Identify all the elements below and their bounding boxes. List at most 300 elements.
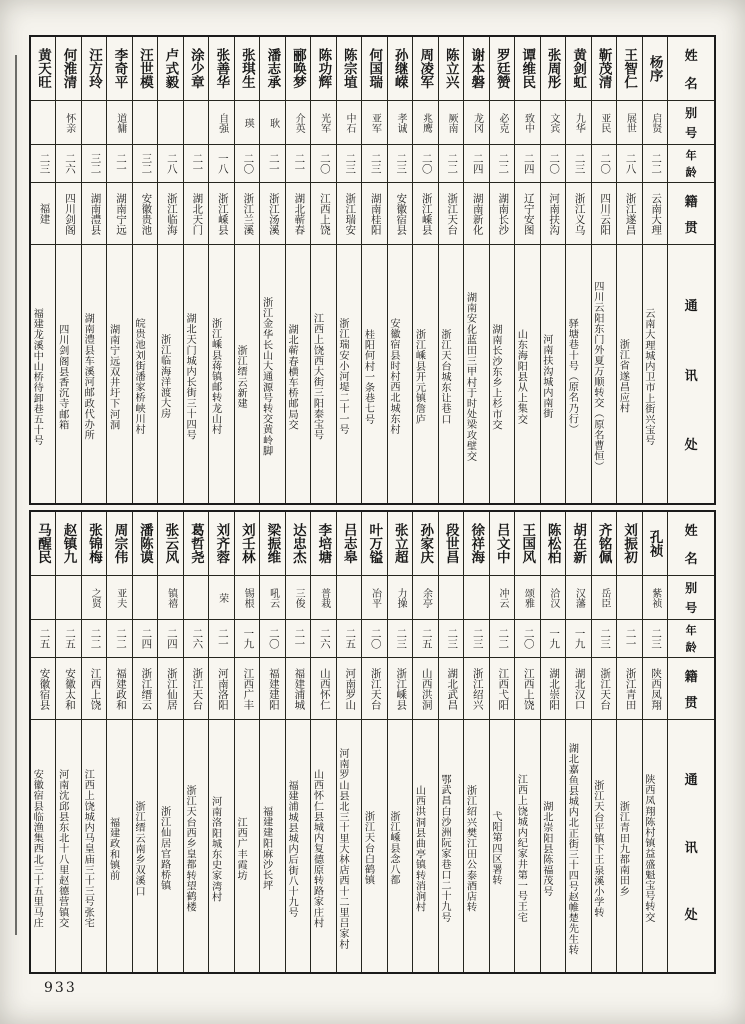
entry-address-cell: 江西广丰霞坊 [235, 816, 247, 881]
entry-alias-cell: 致中 [515, 101, 539, 145]
entry-address-cell: 山西怀仁县城内复德原转路家庄村 [311, 769, 323, 928]
entry-origin-cell: 湖南长沙 [490, 183, 514, 245]
entry-age-cell: 二〇 [362, 620, 386, 658]
entry-alias-cell: 汉藩 [566, 576, 590, 620]
entry-address-cell: 浙江瑞安小河堤二十一号 [337, 318, 349, 435]
entry-age-cell: 二二 [439, 145, 463, 183]
entry-name-cell: 李培塘 [311, 512, 335, 576]
entry-age-cell: 二三 [31, 145, 55, 183]
entry-age-cell: 二三 [464, 620, 488, 658]
entry-age-cell: 二一 [617, 620, 641, 658]
entry-age-cell: 二四 [464, 145, 488, 183]
directory-entry-column [337, 37, 362, 503]
entry-address-cell: 福建龙溪中山桥待卸巷五十号 [31, 307, 43, 446]
entry-alias-cell: 厥南 [439, 101, 463, 145]
entry-name-cell: 何国瑞 [362, 37, 386, 101]
directory-entry-column [388, 37, 413, 503]
scan-edge-artifact [15, 55, 17, 935]
entry-origin-cell: 山西洪洞 [413, 658, 437, 720]
entry-address-cell: 浙江嵊县开元镇詹庐 [413, 328, 425, 425]
entry-age-cell: 二〇 [311, 145, 335, 183]
entry-address-cell: 皖贵池刘街潘家桥峡川村 [133, 318, 145, 435]
entry-origin-cell: 浙江天台 [439, 183, 463, 245]
entry-address-cell: 浙江绍兴樊江田公泰酒店转 [464, 784, 476, 913]
directory-entry-column [107, 512, 132, 972]
entry-address-cell: 浙江天台西乡皇都转望鹤楼 [184, 784, 196, 913]
entry-age-cell: 二一 [184, 145, 208, 183]
entry-age-cell: 二〇 [541, 145, 565, 183]
entry-age-cell: 二八 [617, 145, 641, 183]
entry-alias-cell: 镇禧 [158, 576, 182, 620]
entry-address-cell: 山西洪洞县曲亭镇转消涧村 [413, 784, 425, 913]
entry-age-cell: 二二 [643, 145, 667, 183]
directory-entry-column [209, 37, 234, 503]
entry-origin-cell: 河南洛阳 [209, 658, 233, 720]
entry-age-cell: 二五 [337, 620, 361, 658]
entry-age-cell: 二三 [566, 145, 590, 183]
row-header-age: 年 龄 [668, 620, 714, 658]
entry-alias-cell: 耿 [260, 101, 284, 145]
entry-alias-cell: 光军 [311, 101, 335, 145]
directory-entry-column [31, 37, 56, 503]
directory-entry-column [56, 512, 81, 972]
entry-name-cell: 梁振维 [260, 512, 284, 576]
directory-entry-column [439, 37, 464, 503]
entry-address-cell: 浙江缙云新建 [235, 344, 247, 409]
entry-alias-cell: 怀亲 [56, 101, 80, 145]
directory-entry-column [235, 512, 260, 972]
row-header-alias: 别 号 [668, 576, 714, 620]
entry-address-cell: 浙江省遂昌应村 [617, 339, 629, 414]
row-header-column [668, 512, 714, 972]
entry-alias-cell: 亚军 [362, 101, 386, 145]
entry-alias-cell: 中石 [337, 101, 361, 145]
entry-age-cell: 二三 [643, 620, 667, 658]
directory-entry-column [388, 512, 413, 972]
upper-directory-table [29, 35, 716, 505]
entry-alias-cell: 力操 [388, 576, 412, 620]
entry-alias-cell: 兆鹰 [413, 101, 437, 145]
entry-name-cell: 吕文中 [490, 512, 514, 576]
entry-age-cell: 二六 [184, 620, 208, 658]
entry-origin-cell: 浙江瑞安 [337, 183, 361, 245]
entry-age-cell: 二四 [133, 620, 157, 658]
entry-name-cell: 陈松柏 [541, 512, 565, 576]
entry-alias-cell [337, 576, 361, 620]
entry-name-cell: 齐铭佩 [592, 512, 616, 576]
entry-origin-cell: 福建政和 [107, 658, 131, 720]
directory-entry-column [592, 512, 617, 972]
directory-entry-column [515, 512, 540, 972]
entry-alias-cell: 自强 [209, 101, 233, 145]
entry-origin-cell: 四川云阳 [592, 183, 616, 245]
entry-age-cell: 二六 [56, 145, 80, 183]
entry-alias-cell [617, 576, 641, 620]
entry-age-cell: 二三 [388, 145, 412, 183]
row-header-name: 姓 名 [668, 512, 714, 576]
entry-name-cell: 张琪生 [235, 37, 259, 101]
directory-entry-column [209, 512, 234, 972]
entry-origin-cell: 江西上饶 [82, 658, 106, 720]
entry-age-cell: 二三 [439, 620, 463, 658]
entry-name-cell: 张善华 [209, 37, 233, 101]
entry-alias-cell: 孝诚 [388, 101, 412, 145]
entry-alias-cell [133, 101, 157, 145]
entry-origin-cell: 浙江兰溪 [235, 183, 259, 245]
entry-origin-cell: 浙江天台 [184, 658, 208, 720]
entry-name-cell: 郦唤梦 [286, 37, 310, 101]
entry-age-cell: 二六 [311, 620, 335, 658]
entry-name-cell: 刘壬林 [235, 512, 259, 576]
entry-name-cell: 罗廷赞 [490, 37, 514, 101]
entry-name-cell: 王国风 [515, 512, 539, 576]
directory-entry-column [566, 512, 591, 972]
entry-alias-cell: 之贤 [82, 576, 106, 620]
entry-origin-cell: 湖南新化 [464, 183, 488, 245]
entry-alias-cell: 必克 [490, 101, 514, 145]
row-header-address: 通 讯 处 [684, 298, 698, 452]
entry-origin-cell: 湖南桂阳 [362, 183, 386, 245]
entry-name-cell: 涂少章 [184, 37, 208, 101]
entry-origin-cell: 云南大理 [643, 183, 667, 245]
entry-name-cell: 张锦梅 [82, 512, 106, 576]
directory-entry-column [286, 512, 311, 972]
entry-age-cell: 二三 [388, 620, 412, 658]
entry-alias-cell: 文宾 [541, 101, 565, 145]
entry-name-cell: 张立超 [388, 512, 412, 576]
entry-origin-cell: 湖北天门 [184, 183, 208, 245]
entry-address-cell: 湖南长沙东乡上杉市交 [489, 323, 501, 430]
entry-origin-cell: 四川剑阁 [56, 183, 80, 245]
entry-name-cell: 周凌军 [413, 37, 437, 101]
entry-origin-cell: 浙江仙居 [158, 658, 182, 720]
entry-alias-cell: 吼云 [260, 576, 284, 620]
entry-alias-cell: 冲云 [490, 576, 514, 620]
directory-entry-column [617, 512, 642, 972]
directory-entry-column [311, 37, 336, 503]
directory-entry-column [56, 37, 81, 503]
entry-address-cell: 河南洛阳城东史家湾村 [209, 795, 221, 902]
entry-name-cell: 吕志皋 [337, 512, 361, 576]
entry-address-cell: 安徽宿县时村西北城东村 [387, 318, 399, 435]
entry-age-cell: 二二 [107, 620, 131, 658]
entry-address-cell: 驿塘巷十号（原名乃行） [566, 318, 578, 435]
directory-entry-column [311, 512, 336, 972]
entry-age-cell: 三二 [82, 145, 106, 183]
entry-age-cell: 二二 [490, 145, 514, 183]
entry-age-cell: 二三 [592, 620, 616, 658]
entry-alias-cell [184, 576, 208, 620]
directory-entry-column [464, 37, 489, 503]
entry-address-cell: 浙江天台平镇下王泉溪小学转 [591, 779, 603, 918]
entry-age-cell: 二一 [286, 620, 310, 658]
entry-address-cell: 浙江仙居官路桥镇 [158, 806, 170, 891]
directory-entry-column [362, 512, 387, 972]
entry-alias-cell: 九华 [566, 101, 590, 145]
directory-entry-column [464, 512, 489, 972]
entry-age-cell: 一九 [566, 620, 590, 658]
row-header-age: 年 龄 [668, 145, 714, 183]
entry-address-cell: 四川剑阁县香沉寺邮箱 [56, 323, 68, 430]
directory-entry-column [592, 37, 617, 503]
entry-name-cell: 刘振初 [617, 512, 641, 576]
entry-name-cell: 黄剑虹 [566, 37, 590, 101]
entry-age-cell: 二四 [158, 620, 182, 658]
entry-origin-cell: 浙江嵊县 [413, 183, 437, 245]
entry-name-cell: 杨序 [643, 37, 667, 101]
entry-alias-cell [56, 576, 80, 620]
entry-name-cell: 马醒民 [31, 512, 55, 576]
entry-origin-cell: 安徽宿县 [31, 658, 55, 720]
entry-origin-cell: 湖北崇阳 [541, 658, 565, 720]
entry-age-cell: 二二 [82, 620, 106, 658]
entry-alias-cell: 亚民 [592, 101, 616, 145]
entry-origin-cell: 湖北汉口 [566, 658, 590, 720]
directory-entry-column [82, 37, 107, 503]
entry-alias-cell: 介英 [286, 101, 310, 145]
entry-origin-cell: 浙江缙云 [133, 658, 157, 720]
entry-name-cell: 孙家庆 [413, 512, 437, 576]
entry-origin-cell: 湖南澧县 [82, 183, 106, 245]
entry-address-cell: 浙江嵊县蒋镇邮转龙山村 [209, 318, 221, 435]
entry-alias-cell: 普栽 [311, 576, 335, 620]
entry-address-cell: 四川云阳东门外夏万顺转交（原名曹恒） [591, 281, 603, 472]
entry-origin-cell: 江西上饶 [515, 658, 539, 720]
entry-address-cell: 弋阳第四区署转 [489, 811, 501, 886]
entry-age-cell: 二五 [31, 620, 55, 658]
entry-name-cell: 陈宗埴 [337, 37, 361, 101]
entry-address-cell: 湖北嘉鱼县城内北正街三十四号赵帷楚先生转 [566, 742, 578, 955]
entry-origin-cell: 湖北武昌 [439, 658, 463, 720]
directory-entry-column [643, 512, 668, 972]
directory-entry-column [158, 512, 183, 972]
entry-address-cell: 湖北天门城内长街三十四号 [184, 312, 196, 441]
entry-age-cell: 二〇 [515, 620, 539, 658]
entry-origin-cell: 浙江嵊县 [388, 658, 412, 720]
entry-age-cell: 二一 [107, 145, 131, 183]
directory-entry-column [515, 37, 540, 503]
entry-age-cell: 二八 [158, 145, 182, 183]
directory-entry-column [31, 512, 56, 972]
entry-age-cell: 二〇 [260, 620, 284, 658]
entry-age-cell: 二〇 [235, 145, 259, 183]
entry-alias-cell [31, 576, 55, 620]
entry-age-cell: 二三 [337, 145, 361, 183]
entry-origin-cell: 安徽宿县 [388, 183, 412, 245]
entry-alias-cell [31, 101, 55, 145]
entry-address-cell: 河南扶沟城内南街 [540, 334, 552, 419]
entry-origin-cell: 浙江天台 [592, 658, 616, 720]
entry-origin-cell: 江西广丰 [235, 658, 259, 720]
entry-origin-cell: 安徽太和 [56, 658, 80, 720]
entry-age-cell: 二五 [413, 620, 437, 658]
entry-name-cell: 陈功辉 [311, 37, 335, 101]
entry-name-cell: 张云风 [158, 512, 182, 576]
entry-origin-cell: 浙江绍兴 [464, 658, 488, 720]
entry-address-cell: 浙江金华长山大通源号转交黄岭脚 [260, 297, 272, 456]
entry-alias-cell: 亚夫 [107, 576, 131, 620]
directory-entry-column [184, 37, 209, 503]
entry-alias-cell: 瑛 [235, 101, 259, 145]
directory-entry-column [566, 37, 591, 503]
entry-address-cell: 陕西凤翔陈村镇益盛魁宝号转交 [642, 774, 654, 923]
page-number: 933 [44, 980, 77, 996]
lower-directory-table [29, 510, 716, 974]
entry-name-cell: 张周彤 [541, 37, 565, 101]
entry-address-cell: 湖南澧县车溪河邮政代办所 [82, 312, 94, 441]
entry-age-cell: 二〇 [413, 145, 437, 183]
entry-alias-cell: 展世 [617, 101, 641, 145]
entry-name-cell: 孙继嵘 [388, 37, 412, 101]
entry-address-cell: 江西上饶西大街三阳泰宝号 [311, 312, 323, 441]
entry-name-cell: 刘齐蓉 [209, 512, 233, 576]
directory-entry-column [413, 512, 438, 972]
entry-name-cell: 黄天旺 [31, 37, 55, 101]
entry-alias-cell: 荣 [209, 576, 233, 620]
entry-address-cell: 河南罗山县北三十里大林店西十二里吕家村 [337, 747, 349, 950]
entry-alias-cell: 余亭 [413, 576, 437, 620]
row-header-column [668, 37, 714, 503]
entry-origin-cell: 浙江遂昌 [617, 183, 641, 245]
entry-alias-cell: 岳臣 [592, 576, 616, 620]
directory-entry-column [82, 512, 107, 972]
entry-name-cell: 汪世模 [133, 37, 157, 101]
directory-entry-column [286, 37, 311, 503]
entry-address-cell: 浙江青田九都南田乡 [617, 800, 629, 897]
entry-age-cell: 二一 [209, 620, 233, 658]
entry-alias-cell [439, 576, 463, 620]
entry-address-cell: 浙江嵊县念八都 [387, 811, 399, 886]
entry-origin-cell: 陕西凤翔 [643, 658, 667, 720]
directory-entry-column [541, 512, 566, 972]
entry-address-cell: 河南沈邱县东北十八里赵德营镇交 [56, 769, 68, 928]
entry-alias-cell: 紫祯 [643, 576, 667, 620]
entry-address-cell: 云南大理城内卫市上街兴宝号 [642, 307, 654, 446]
entry-alias-cell: 龙冈 [464, 101, 488, 145]
entry-alias-cell: 洽汉 [541, 576, 565, 620]
entry-name-cell: 李奇平 [107, 37, 131, 101]
entry-address-cell: 湖北崇阳县陈福茂号 [540, 800, 552, 897]
entry-age-cell: 一八 [209, 145, 233, 183]
entry-origin-cell: 浙江嵊县 [209, 183, 233, 245]
entry-alias-cell [133, 576, 157, 620]
entry-age-cell: 一九 [235, 620, 259, 658]
entry-origin-cell: 辽宁安图 [515, 183, 539, 245]
directory-entry-column [541, 37, 566, 503]
entry-origin-cell: 湖南宁远 [107, 183, 131, 245]
entry-origin-cell: 福建浦城 [286, 658, 310, 720]
entry-origin-cell: 江西上饶 [311, 183, 335, 245]
entry-name-cell: 卢式毅 [158, 37, 182, 101]
directory-entry-column [235, 37, 260, 503]
entry-address-cell: 福建政和镇前 [107, 816, 119, 881]
entry-name-cell: 段世昌 [439, 512, 463, 576]
directory-entry-column [133, 512, 158, 972]
entry-name-cell: 叶万镒 [362, 512, 386, 576]
entry-address-cell: 福建建阳麻沙长坪 [260, 806, 272, 891]
directory-entry-column [158, 37, 183, 503]
entry-name-cell: 周宗伟 [107, 512, 131, 576]
directory-entry-column [617, 37, 642, 503]
row-header-address: 通 讯 处 [684, 771, 698, 923]
entry-origin-cell: 浙江义乌 [566, 183, 590, 245]
entry-address-cell: 湖北蕲春横车桥邮局交 [286, 323, 298, 430]
entry-alias-cell: 冶平 [362, 576, 386, 620]
entry-address-cell: 福建浦城县城内后街八十九号 [286, 779, 298, 918]
entry-origin-cell: 浙江临海 [158, 183, 182, 245]
directory-entry-column [362, 37, 387, 503]
entry-alias-cell [464, 576, 488, 620]
entry-name-cell: 达忠杰 [286, 512, 310, 576]
entry-age-cell: 二二 [490, 620, 514, 658]
entry-origin-cell: 福建建阳 [260, 658, 284, 720]
entry-name-cell: 潘陈谟 [133, 512, 157, 576]
entry-address-cell: 湖南宁远双井圩下河洞 [107, 323, 119, 430]
directory-entry-column [643, 37, 668, 503]
directory-entry-column [260, 512, 285, 972]
entry-name-cell: 陈立兴 [439, 37, 463, 101]
entry-age-cell: 二四 [515, 145, 539, 183]
entry-alias-cell [82, 101, 106, 145]
entry-name-cell: 王智仁 [617, 37, 641, 101]
entry-alias-cell [158, 101, 182, 145]
entry-origin-cell: 河南罗山 [337, 658, 361, 720]
entry-address-cell: 湖南安化蓝田三甲村于时处梁攻壁交 [464, 291, 476, 462]
entry-address-cell: 鄂武昌白沙洲阮家巷口二十九号 [438, 774, 450, 923]
entry-name-cell: 葛哲尧 [184, 512, 208, 576]
directory-entry-column [490, 512, 515, 972]
entry-name-cell: 徐祥海 [464, 512, 488, 576]
directory-entry-column [260, 37, 285, 503]
entry-address-cell: 山东海阳县从上集交 [515, 328, 527, 425]
entry-address-cell: 浙江缙云南乡双溪口 [133, 800, 145, 897]
entry-alias-cell [184, 101, 208, 145]
directory-entry-column [184, 512, 209, 972]
entry-name-cell: 胡在新 [566, 512, 590, 576]
entry-alias-cell: 启贤 [643, 101, 667, 145]
directory-entry-column [337, 512, 362, 972]
entry-origin-cell: 福建 [31, 183, 55, 245]
directory-entry-column [107, 37, 132, 503]
entry-address-cell: 江西上饶城内马皇庙三十三号张宅 [82, 769, 94, 928]
entry-name-cell: 靳茂清 [592, 37, 616, 101]
entry-origin-cell: 江西弋阳 [490, 658, 514, 720]
entry-age-cell: 一九 [541, 620, 565, 658]
entry-name-cell: 潘志承 [260, 37, 284, 101]
entry-name-cell: 孔祯 [643, 512, 667, 576]
entry-name-cell: 谢本磐 [464, 37, 488, 101]
entry-address-cell: 浙江天台城东让巷口 [438, 328, 450, 425]
directory-entry-column [133, 37, 158, 503]
entry-address-cell: 浙江天台白鹤镇 [362, 811, 374, 886]
row-header-alias: 别 号 [668, 101, 714, 145]
entry-origin-cell: 湖北蕲春 [286, 183, 310, 245]
entry-address-cell: 江西上饶城内纪家井第一号王宅 [515, 774, 527, 923]
entry-age-cell: 二一 [286, 145, 310, 183]
entry-origin-cell: 山西怀仁 [311, 658, 335, 720]
directory-entry-column [490, 37, 515, 503]
entry-origin-cell: 浙江汤溪 [260, 183, 284, 245]
entry-name-cell: 赵镇九 [56, 512, 80, 576]
entry-name-cell: 谭维民 [515, 37, 539, 101]
entry-name-cell: 汪方玲 [82, 37, 106, 101]
row-header-origin: 籍 贯 [668, 183, 714, 245]
row-header-name: 姓 名 [668, 37, 714, 101]
entry-age-cell: 二三 [362, 145, 386, 183]
entry-origin-cell: 安徽贵池 [133, 183, 157, 245]
entry-origin-cell: 浙江青田 [617, 658, 641, 720]
entry-alias-cell: 道傭 [107, 101, 131, 145]
